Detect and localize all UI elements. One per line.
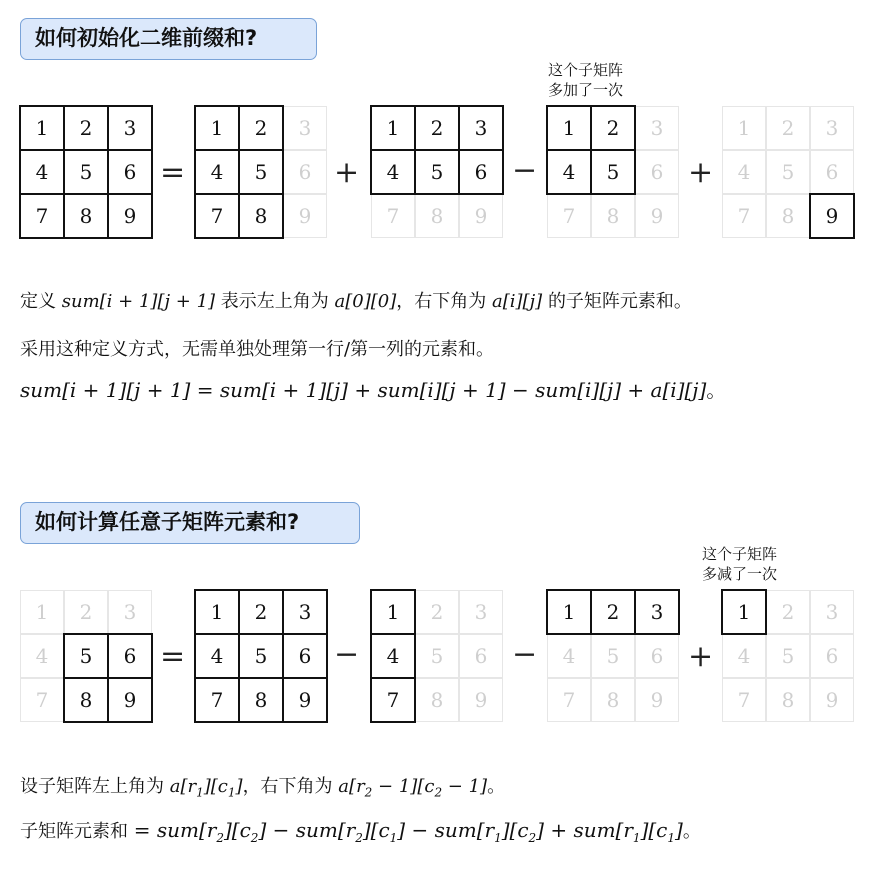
s1-grid-top-rows (371, 106, 503, 238)
matrix-cell: 6 (283, 150, 327, 194)
matrix-cell: 1 (722, 590, 766, 634)
matrix-cell: 3 (810, 106, 854, 150)
matrix-cell: 9 (459, 678, 503, 722)
s1-grid-overlap (547, 106, 679, 238)
matrix-cell: 2 (591, 106, 635, 150)
matrix-cell: 2 (415, 106, 459, 150)
matrix-cell: 9 (108, 678, 152, 722)
matrix-cell: 6 (108, 634, 152, 678)
matrix-cell: 8 (591, 678, 635, 722)
section1-note-line1: 这个子矩阵 (548, 61, 624, 79)
s1-grid-result (20, 106, 152, 238)
matrix-cell: 2 (64, 590, 108, 634)
matrix-cell: 6 (810, 634, 854, 678)
s2-minus-operator-1: − (334, 637, 360, 672)
matrix-cell: 1 (195, 590, 239, 634)
matrix-cell: 7 (547, 194, 591, 238)
section2-note (702, 544, 777, 584)
matrix-cell: 4 (195, 634, 239, 678)
matrix-cell: 9 (283, 194, 327, 238)
section2-note-line2: 多减了一次 (702, 565, 778, 583)
section1-title: 如何初始化二维前缀和? (20, 18, 317, 60)
matrix-cell: 8 (415, 194, 459, 238)
matrix-cell: 4 (371, 634, 415, 678)
section1-note-line2: 多加了一次 (548, 81, 624, 99)
matrix-cell: 2 (591, 590, 635, 634)
matrix-cell: 4 (722, 150, 766, 194)
matrix-cell: 2 (766, 590, 810, 634)
matrix-cell: 1 (722, 106, 766, 150)
matrix-cell: 4 (547, 150, 591, 194)
matrix-cell: 9 (283, 678, 327, 722)
matrix-cell: 4 (20, 150, 64, 194)
section1-note (548, 60, 623, 100)
matrix-cell: 5 (591, 150, 635, 194)
matrix-cell: 8 (415, 678, 459, 722)
matrix-cell: 2 (415, 590, 459, 634)
matrix-cell: 8 (766, 678, 810, 722)
matrix-cell: 6 (635, 634, 679, 678)
matrix-cell: 5 (64, 634, 108, 678)
matrix-cell: 6 (810, 150, 854, 194)
matrix-cell: 7 (195, 678, 239, 722)
matrix-cell: 2 (239, 590, 283, 634)
s2-minus-operator-2: − (512, 637, 538, 672)
matrix-cell: 9 (459, 194, 503, 238)
matrix-cell: 9 (810, 194, 854, 238)
section2-definition: 设子矩阵左上角为 $a[r_1][c_1]$，右下角为 $a[r_2 - 1][c_2 - 1]$。 (20, 776, 506, 800)
section1-explanation: 采用这种定义方式，无需单独处理第一行/第一列的元素和。 (20, 339, 495, 360)
matrix-cell: 3 (283, 590, 327, 634)
matrix-cell: 1 (371, 106, 415, 150)
matrix-cell: 4 (547, 634, 591, 678)
s2-grid-top-row (547, 590, 679, 722)
matrix-cell: 6 (459, 150, 503, 194)
matrix-cell: 5 (415, 634, 459, 678)
matrix-cell: 3 (283, 106, 327, 150)
matrix-cell: 3 (459, 106, 503, 150)
section2-title: 如何计算任意子矩阵元素和? (20, 502, 360, 544)
s1-eq-operator: = (160, 155, 186, 190)
matrix-cell: 7 (195, 194, 239, 238)
matrix-cell: 6 (459, 634, 503, 678)
matrix-cell: 6 (283, 634, 327, 678)
formula-sum-def: sum[i + 1][j + 1] (61, 291, 216, 312)
matrix-cell: 3 (810, 590, 854, 634)
matrix-cell: 5 (766, 634, 810, 678)
matrix-cell: 8 (766, 194, 810, 238)
matrix-cell: 6 (635, 150, 679, 194)
s2-grid-full (195, 590, 327, 722)
matrix-cell: 5 (415, 150, 459, 194)
matrix-cell: 5 (766, 150, 810, 194)
matrix-cell: 1 (547, 106, 591, 150)
matrix-cell: 9 (810, 678, 854, 722)
matrix-cell: 5 (239, 634, 283, 678)
s2-eq-operator: = (160, 639, 186, 674)
matrix-cell: 1 (20, 106, 64, 150)
matrix-cell: 7 (20, 678, 64, 722)
matrix-cell: 1 (547, 590, 591, 634)
matrix-cell: 4 (20, 634, 64, 678)
matrix-cell: 1 (20, 590, 64, 634)
matrix-cell: 4 (722, 634, 766, 678)
matrix-cell: 7 (371, 678, 415, 722)
matrix-cell: 3 (635, 106, 679, 150)
matrix-cell: 9 (108, 194, 152, 238)
matrix-cell: 8 (64, 194, 108, 238)
matrix-cell: 5 (64, 150, 108, 194)
matrix-cell: 3 (635, 590, 679, 634)
s1-plus-operator-1: + (334, 155, 360, 190)
matrix-cell: 6 (108, 150, 152, 194)
s1-grid-element (722, 106, 854, 238)
section2-note-line1: 这个子矩阵 (702, 545, 778, 563)
matrix-cell: 2 (64, 106, 108, 150)
matrix-cell: 2 (239, 106, 283, 150)
s2-grid-submatrix (20, 590, 152, 722)
matrix-cell: 3 (459, 590, 503, 634)
matrix-cell: 9 (635, 194, 679, 238)
matrix-cell: 9 (635, 678, 679, 722)
s1-minus-operator: − (512, 153, 538, 188)
matrix-cell: 7 (371, 194, 415, 238)
section2-formula: 子矩阵元素和 = $sum[r_2][c_2] - sum[r_2][c_1] - sum[r_1][c_2] + sum[r_1][c_1]$。 (20, 818, 701, 845)
matrix-cell: 8 (64, 678, 108, 722)
section1-definition: 定义 sum[i + 1][j + 1] 表示左上角为 a[0][0]，右下角为 a[i][j] 的子矩阵元素和。 (20, 291, 692, 312)
s2-plus-operator: + (688, 639, 714, 674)
s2-grid-left-column (371, 590, 503, 722)
matrix-cell: 1 (195, 106, 239, 150)
matrix-cell: 4 (195, 150, 239, 194)
matrix-cell: 7 (722, 678, 766, 722)
matrix-cell: 2 (766, 106, 810, 150)
matrix-cell: 5 (591, 634, 635, 678)
matrix-cell: 3 (108, 590, 152, 634)
s1-plus-operator-2: + (688, 155, 714, 190)
matrix-cell: 8 (239, 678, 283, 722)
s1-grid-top-left (195, 106, 327, 238)
matrix-cell: 1 (371, 590, 415, 634)
matrix-cell: 8 (591, 194, 635, 238)
matrix-cell: 5 (239, 150, 283, 194)
matrix-cell: 7 (20, 194, 64, 238)
s2-grid-corner (722, 590, 854, 722)
matrix-cell: 8 (239, 194, 283, 238)
matrix-cell: 7 (722, 194, 766, 238)
matrix-cell: 7 (547, 678, 591, 722)
section1-formula: sum[i + 1][j + 1] = sum[i + 1][j] + sum[i][j + 1] − sum[i][j] + a[i][j]。 (20, 378, 727, 402)
matrix-cell: 4 (371, 150, 415, 194)
matrix-cell: 3 (108, 106, 152, 150)
